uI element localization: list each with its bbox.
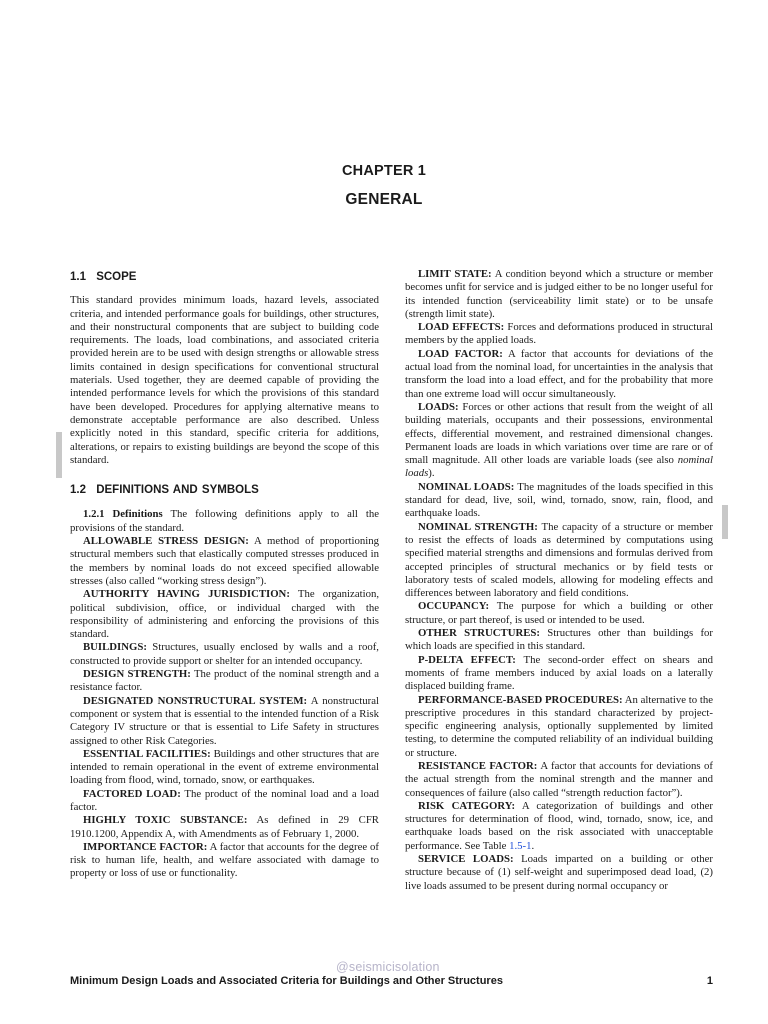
- section-number: 1.2: [70, 484, 86, 497]
- definition-term: P-DELTA EFFECT:: [418, 653, 516, 666]
- definition-term: NOMINAL LOADS:: [418, 480, 515, 493]
- definition-text: A method of proportioning structural members such that elastically computed stresses produced in the members by nominal loads do not exceed specified allowable stresses (also called “working stress design”).: [70, 535, 379, 587]
- definition-text: A nonstructural component or system that is essential to the intended function of a Risk Category IV structure or that is essential to Life Safety in structures assigned to other Risk Categories.: [70, 694, 379, 747]
- definition-entry: [70, 668, 379, 695]
- definition-text-end: ).: [428, 467, 435, 480]
- subsection-text: The following definitions apply to all the provisions of the standard.: [70, 508, 380, 534]
- definition-entry: [70, 588, 379, 641]
- definition-text: The magnitudes of the loads specified in this standard for dead, live, soil, wind, tornado, snow, rain, flood, and earthquake loads.: [405, 480, 714, 520]
- right-definitions-list: [405, 268, 713, 893]
- definition-italic-ref: nominal loads: [405, 454, 713, 480]
- definition-term: OCCUPANCY:: [418, 600, 490, 613]
- definition-text: Structures other than buildings for which loads are specified in this standard.: [405, 627, 713, 653]
- definition-entry: [405, 760, 713, 800]
- definition-text: Buildings and other structures that are intended to remain operational in the event of extreme environmental loading from flood, wind, tornado, snow, or earthquakes.: [70, 747, 379, 787]
- left-column: [70, 268, 379, 881]
- definition-entry: [70, 748, 379, 788]
- definition-text: A categorization of buildings and other structures for determination of flood, wind, tornado, snow, ice, and earthquake loads based on the risk associated with unacceptable performance. See Table: [405, 799, 713, 852]
- definition-text: A factor that accounts for the degree of risk to human life, health, and welfare associated with damage to property or loss of use or functionality.: [70, 840, 380, 880]
- definition-entry: [405, 694, 713, 760]
- definition-text: The capacity of a structure or member to resist the effects of loads as determined by computations using specified material strengths and dimensions and formulas derived from accepted principles of structural mechanics or by field tests or laboratory tests of scaled models, allowing for modeling effects and differences between laboratory and field conditions.: [405, 520, 713, 600]
- definition-text: A condition beyond which a structure or member becomes unfit for service and is judged either to be no longer useful for its intended function (serviceability limit state) or to be unsafe (strength limit state).: [405, 268, 713, 320]
- definition-entry: [70, 841, 379, 881]
- page-number: 1: [706, 975, 713, 987]
- section-number: 1.1: [70, 271, 86, 283]
- definition-text: The purpose for which a building or other structure, or part thereof, is used or intended to be used.: [405, 600, 713, 626]
- definition-entry: [405, 521, 713, 601]
- right-column: [405, 268, 713, 893]
- definition-entry: [70, 535, 379, 588]
- definition-term: ESSENTIAL FACILITIES:: [83, 747, 211, 760]
- definition-text: Loads imparted on a building or other structure because of (1) self-weight and superimposed dead load, (2) live loads assumed to be present during normal occupancy or: [405, 853, 713, 892]
- chapter-heading: [0, 163, 768, 209]
- definition-entry: [405, 627, 713, 654]
- chapter-number: CHAPTER 1: [342, 163, 426, 179]
- section-title: SCOPE: [96, 271, 137, 283]
- subsection-title: Definitions: [112, 508, 163, 521]
- definition-term: DESIGNATED NONSTRUCTURAL SYSTEM:: [83, 694, 308, 707]
- definition-entry: [405, 853, 713, 893]
- definition-term: RESISTANCE FACTOR:: [418, 759, 538, 772]
- definition-term: BUILDINGS:: [83, 641, 147, 654]
- definition-term: AUTHORITY HAVING JURISDICTION:: [83, 588, 290, 601]
- definition-term: SERVICE LOADS:: [418, 853, 514, 866]
- definition-text: A factor that accounts for deviations of the actual load from the nominal load, for uncertainties in the analysis that transform the load into a load effect, and for the probability that more than one extreme load will occur simultaneously.: [405, 347, 713, 400]
- definition-entry: [405, 481, 713, 521]
- definition-entry: [405, 321, 713, 348]
- definition-entry: [405, 800, 713, 853]
- definition-text: As defined in 29 CFR 1910.1200, Appendix A, with Amendments as of February 1, 2000.: [70, 814, 379, 840]
- definition-entry: [405, 348, 713, 401]
- definition-term: NOMINAL STRENGTH:: [418, 520, 538, 533]
- subsection-number: 1.2.1: [83, 508, 105, 521]
- definition-entry: [405, 654, 713, 694]
- definition-term: OTHER STRUCTURES:: [418, 627, 540, 640]
- definition-term: HIGHLY TOXIC SUBSTANCE:: [83, 814, 248, 827]
- definition-entry: [70, 641, 379, 668]
- watermark: @seismicisolation: [336, 960, 440, 974]
- section-heading-definitions: [70, 484, 379, 497]
- definition-entry: [405, 401, 713, 481]
- page-footer: [70, 975, 713, 987]
- definition-text: Structures, usually enclosed by walls and a roof, constructed to provide support or shelter for an intended occupancy.: [70, 641, 379, 667]
- table-link[interactable]: 1.5-1: [509, 839, 532, 852]
- definition-entry: [405, 600, 713, 627]
- definition-term: ALLOWABLE STRESS DESIGN:: [83, 535, 249, 548]
- definition-text: The organization, political subdivision, office, or individual charged with the responsibility of administering and enforcing the provisions of this standard.: [70, 588, 380, 641]
- definition-term: DESIGN STRENGTH:: [83, 668, 191, 681]
- definition-text: Forces and deformations produced in structural members by the applied loads.: [405, 321, 714, 347]
- definition-term: PERFORMANCE-BASED PROCEDURES:: [418, 693, 623, 706]
- definition-term: FACTORED LOAD:: [83, 787, 181, 800]
- definition-term: LOAD EFFECTS:: [418, 321, 505, 334]
- definition-text-end: .: [531, 839, 535, 852]
- definition-term: LOADS:: [418, 400, 459, 413]
- definition-entry: [70, 695, 379, 748]
- scope-paragraph: This standard provides minimum loads, hazard levels, associated criteria, and intended performance goals for buildings, other structures, and their nonstructural components that are subject to building code requirements. The loads, load combinations, and associated criteria provided herein are to be used with design strengths or allowable stress limits contained in design specifications for conventional structural materials. Used together, they are deemed capable of providing the intended performance levels for which the provisions of this standard have been developed. Procedures for applying alternative means to demonstrate acceptable performance are also described. Unless explicitly noted in this standard, specific criteria for additions, alterations, or repairs to existing buildings are beyond the scope of this standard.: [70, 294, 379, 466]
- definition-term: LIMIT STATE:: [418, 268, 492, 280]
- definition-text: The second-order effect on shears and moments of frame members induced by axial loads on a laterally displaced building frame.: [405, 653, 713, 693]
- definition-term: LOAD FACTOR:: [418, 347, 503, 360]
- change-bar-right: [722, 505, 728, 539]
- definition-text: A factor that accounts for deviations of the actual strength from the nominal strength and the manner and consequences of failure (also called “strength reduction factor”).: [405, 759, 713, 799]
- definition-term: IMPORTANCE FACTOR:: [83, 840, 208, 853]
- definition-text: Forces or other actions that result from the weight of all building materials, occupants and their possessions, environmental effects, differential movement, and restrained dimensional changes. Permanent loads are loads in which variations over time are rare or of small magnitude. All other loads are variable loads (see also: [405, 400, 713, 467]
- section-heading-scope: [70, 271, 379, 284]
- chapter-title: GENERAL: [345, 191, 423, 208]
- left-definitions-list: [70, 535, 379, 881]
- definition-entry: [70, 788, 379, 815]
- definition-entry: [70, 814, 379, 841]
- definition-term: RISK CATEGORY:: [418, 799, 516, 812]
- definition-text: The product of the nominal load and a load factor.: [70, 787, 379, 813]
- change-bar-left: [56, 432, 62, 478]
- definition-text: An alternative to the prescriptive procedures in this standard characterized by project-specific engineering analysis, optionally supplemented by limited testing, to determine the computed reliability of an individual building or structure.: [405, 693, 713, 759]
- footer-title: Minimum Design Loads and Associated Criteria for Buildings and Other Structures: [70, 975, 503, 987]
- definitions-intro: [70, 508, 379, 535]
- definition-entry: [405, 268, 713, 321]
- section-title: DEFINITIONS AND SYMBOLS: [96, 484, 259, 497]
- definition-text: The product of the nominal strength and a resistance factor.: [70, 668, 379, 694]
